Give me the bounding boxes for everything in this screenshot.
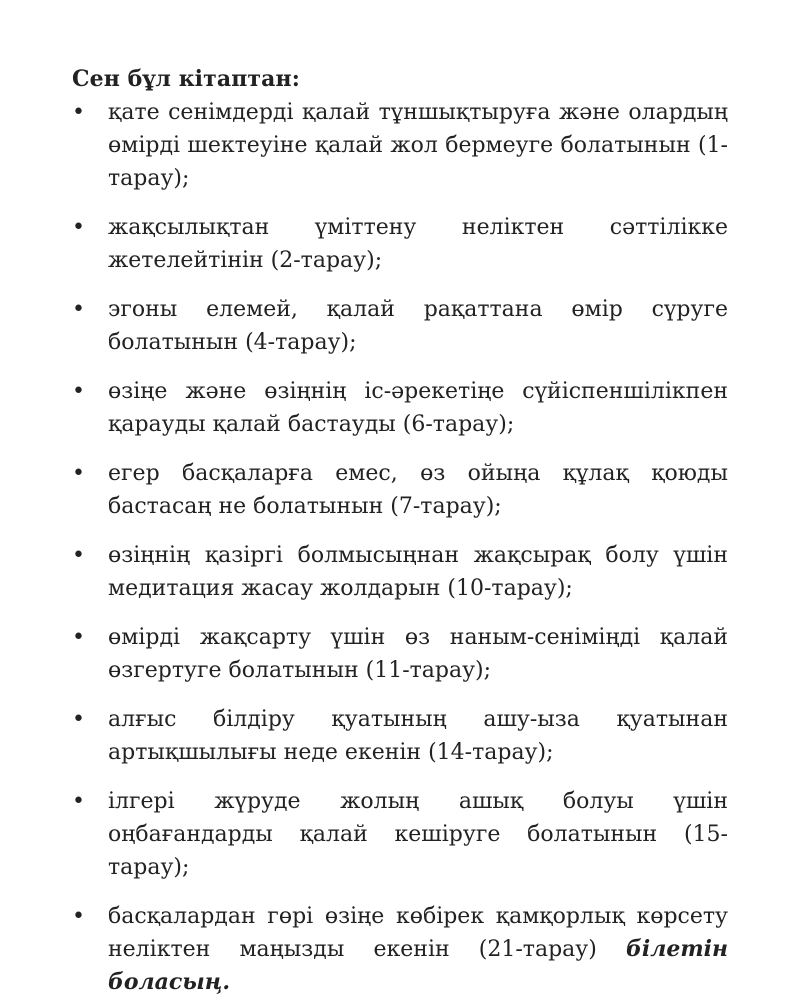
list-item-text: өзіңнің қазіргі болмысыңнан жақсырақ болу үшін медитация жасау жолдарын (10-тарау); (108, 543, 728, 601)
bullet-icon: • (72, 789, 85, 814)
list-item-text: эгоны елемей, қалай рақаттана өмір сүруге болатынын (4-тарау); (108, 297, 728, 355)
list-item-text: алғыс білдіру қуатының ашу-ыза қуатынан артықшылығы неде екенін (14-тарау); (108, 707, 728, 765)
list-item (72, 785, 728, 884)
list-item-text: өмірді жақсарту үшін өз наным-сеніміңді қалай өзгертуге болатынын (11-тарау); (108, 625, 728, 683)
list-item-text: жақсылықтан үміттену неліктен сәттілікке жетелейтінін (2-тарау); (108, 215, 728, 273)
list-item (72, 375, 728, 441)
bullet-icon: • (72, 904, 85, 929)
list-item (72, 621, 728, 687)
list-item (72, 96, 728, 195)
bullet-icon: • (72, 461, 85, 486)
list-item-text: қате сенімдерді қалай тұншықтыруға және олардың өмірді шектеуіне қалай жол бермеуге болатынын (1-тарау); (108, 100, 728, 191)
list-item-text: егер басқаларға емес, өз ойыңа құлақ қоюды бастасаң не болатынын (7-тарау); (108, 461, 728, 519)
bullet-icon: • (72, 100, 85, 125)
bullet-icon: • (72, 379, 85, 404)
bullet-icon: • (72, 707, 85, 732)
list-item-text: басқалардан гөрі өзіңе көбірек қамқорлық көрсету неліктен маңызды екенін (21-тарау) (108, 904, 728, 962)
closing-phrase: білетін боласың. (108, 936, 728, 995)
list-heading: Сен бұл кітаптан: (72, 66, 300, 92)
topic-list (72, 96, 728, 999)
list-item (72, 211, 728, 277)
list-item-text: өзіңе және өзіңнің іс-әрекетіңе сүйіспеншілікпен қарауды қалай бастауды (6-тарау); (108, 379, 728, 437)
list-item-text: ілгері жүруде жолың ашық болуы үшін оңбағандарды қалай кешіруге болатынын (15-тарау); (108, 789, 728, 880)
list-item (72, 900, 728, 999)
list-item (72, 457, 728, 523)
list-item (72, 293, 728, 359)
bullet-icon: • (72, 625, 85, 650)
list-item (72, 539, 728, 605)
list-item (72, 703, 728, 769)
bullet-icon: • (72, 543, 85, 568)
bullet-icon: • (72, 297, 85, 322)
bullet-icon: • (72, 215, 85, 240)
